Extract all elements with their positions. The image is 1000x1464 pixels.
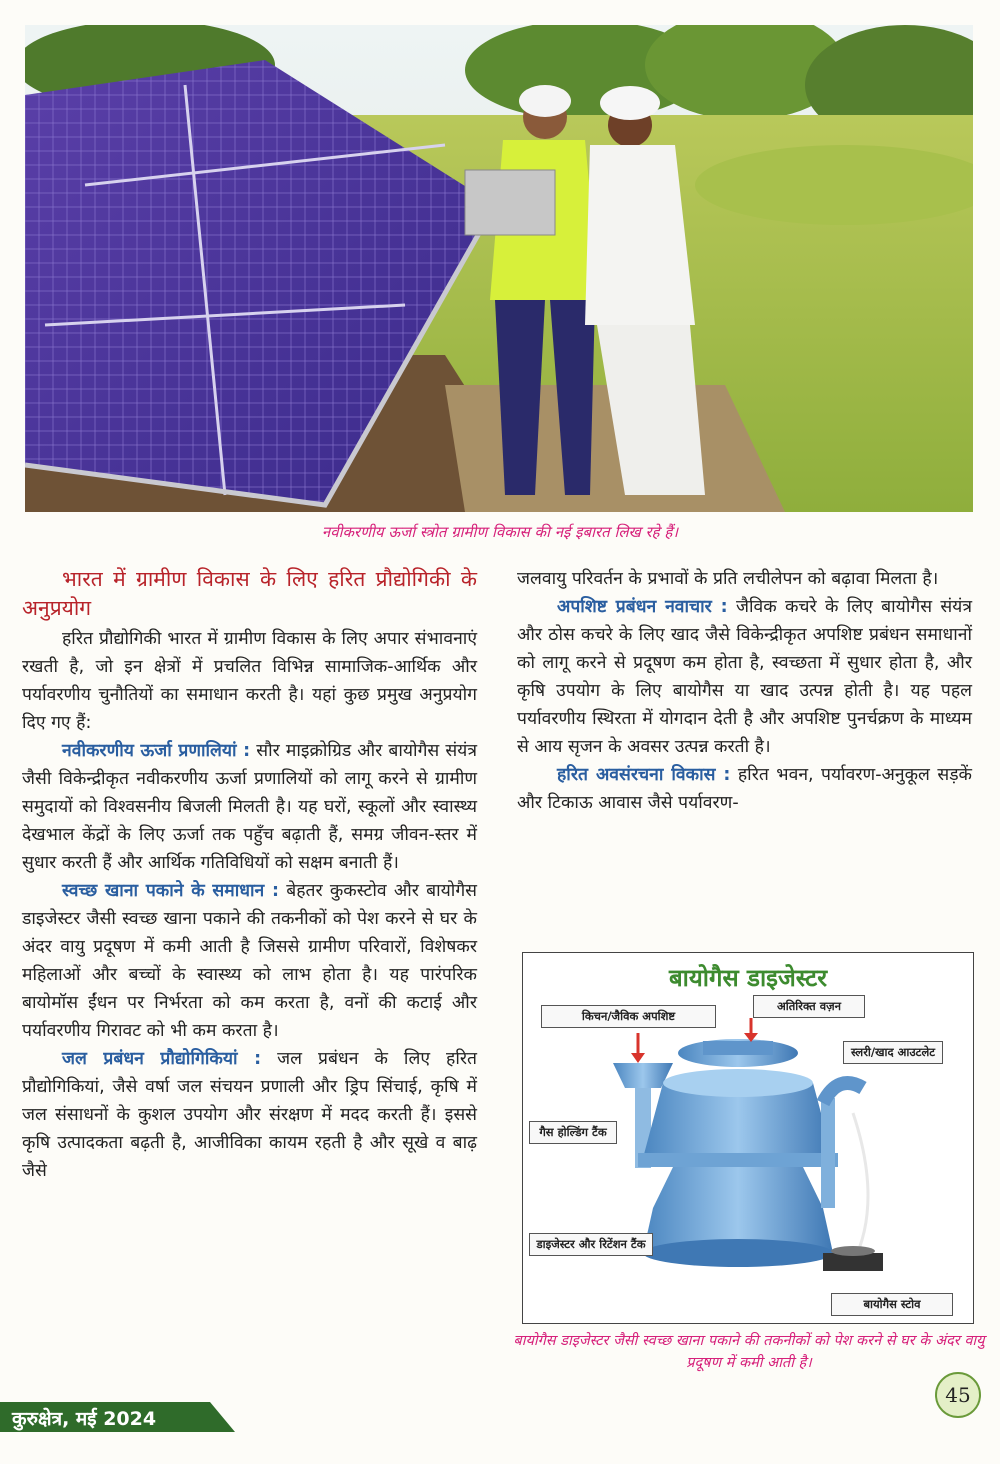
label-kitchen-waste: किचन/जैविक अपशिष्ट bbox=[541, 1005, 716, 1028]
section-body: जैविक कचरे के लिए बायोगैस संयंत्र और ठोस कचरे के लिए खाद जैसे विकेन्द्रीकृत अपशिष्ट प्रबंधन समाधानों को लागू करने से प्रदूषण कम होता है, स्वच्छता में सुधार होता है, और कृषि उपयोग के लिए बायोगैस या खाद उत्पन्न होती है। यह पहल पर्यावरणीय स्थिरता में योगदान देती है और अपशिष्ट पुनर्चक्रण के माध्यम से आय सृजन के अवसर उत्पन्न करती है। bbox=[517, 597, 972, 757]
section-renewable bbox=[22, 737, 477, 877]
label-slurry-outlet: स्लरी/खाद आउटलेट bbox=[843, 1041, 943, 1064]
label-extra-weight: अतिरिक्त वज़न bbox=[753, 995, 865, 1018]
section-waste bbox=[517, 593, 972, 761]
page-number: 45 bbox=[935, 1372, 981, 1418]
section-heading: जल प्रबंधन प्रौद्योगिकियां : bbox=[62, 1049, 262, 1069]
diagram-caption: बायोगैस डाइजेस्टर जैसी स्वच्छ खाना पकाने की तकनीकों को पेश करने से घर के अंदर वायु प्रदूषण में कमी आती है। bbox=[513, 1333, 985, 1371]
section-heading: स्वच्छ खाना पकाने के समाधान : bbox=[62, 881, 279, 901]
photo-caption: नवीकरणीय ऊर्जा स्त्रोत ग्रामीण विकास की नई इबारत लिख रहे हैं। bbox=[321, 523, 679, 541]
label-biogas-stove: बायोगैस स्टोव bbox=[831, 1293, 953, 1316]
label-gas-holding-tank: गैस होल्डिंग टैंक bbox=[529, 1121, 617, 1144]
section-body: हरित भवन, पर्यावरण-अनुकूल सड़कें और टिकाऊ आवास जैसे पर्यावरण- bbox=[517, 765, 972, 813]
solar-farm-photo bbox=[25, 25, 973, 512]
magazine-name: कुरुक्षेत्र, मई 2024 bbox=[12, 1408, 157, 1430]
intro-paragraph: हरित प्रौद्योगिकी भारत में ग्रामीण विकास के लिए अपार संभावनाएं रखती है, जो इन क्षेत्रों में प्रचलित विभिन्न सामाजिक-आर्थिक और पर्यावरणीय चुनौतियों का समाधान करती है। यहां कुछ प्रमुख अनुप्रयोग दिए गए हैं: bbox=[22, 629, 477, 733]
section-water bbox=[22, 1045, 477, 1185]
section-clean-cooking bbox=[22, 877, 477, 1045]
section-infrastructure bbox=[517, 761, 972, 817]
section-body: जल प्रबंधन के लिए हरित प्रौद्योगिकियां, जैसे वर्षा जल संचयन प्रणाली और ड्रिप सिंचाई, कृषि में जल संसाधनों के कुशल उपयोग और संरक्षण में मदद करती हैं। इससे कृषि उत्पादकता बढ़ती है, आजीविका कायम रहती है और सूखे व बाढ़ जैसे bbox=[22, 1049, 477, 1181]
continuation-paragraph: जलवायु परिवर्तन के प्रभावों के प्रति लचीलेपन को बढ़ावा मिलता है। bbox=[517, 569, 939, 589]
left-column bbox=[22, 565, 477, 1185]
biogas-digester-diagram bbox=[522, 952, 974, 1324]
section-heading: नवीकरणीय ऊर्जा प्रणालियां : bbox=[62, 741, 251, 761]
section-body: बेहतर कुकस्टोव और बायोगैस डाइजेस्टर जैसी स्वच्छ खाना पकाने की तकनीकों को पेश करने से घर के अंदर वायु प्रदूषण में कमी आती है जिससे ग्रामीण परिवारों, विशेषकर महिलाओं और बच्चों के स्वास्थ्य को लाभ होता है। यह पारंपरिक बायोमॉस ईंधन पर निर्भरता को कम करता है, वनों की कटाई और पर्यावरणीय गिरावट को भी कम करता है। bbox=[22, 881, 477, 1041]
section-body: सौर माइक्रोग्रिड और बायोगैस संयंत्र जैसी विकेन्द्रीकृत नवीकरणीय ऊर्जा प्रणालियों को लागू करने से ग्रामीण समुदायों को विश्वसनीय बिजली मिलती है। यह घरों, स्कूलों और स्वास्थ्य देखभाल केंद्रों के लिए ऊर्जा तक पहुँच बढ़ाती हैं, समग्र जीवन-स्तर में सुधार करती हैं और आर्थिक गतिविधियों को सक्षम बनाती हैं। bbox=[22, 741, 477, 873]
section-heading: अपशिष्ट प्रबंधन नवाचार : bbox=[557, 597, 728, 617]
diagram-title: बायोगैस डाइजेस्टर bbox=[668, 964, 828, 992]
right-column bbox=[517, 565, 972, 817]
section-heading: हरित अवसंरचना विकास : bbox=[557, 765, 731, 785]
label-digester-tank: डाइजेस्टर और रिटेंशन टैंक bbox=[529, 1233, 653, 1256]
article-title: भारत में ग्रामीण विकास के लिए हरित प्रौद्योगिकी के अनुप्रयोग bbox=[22, 567, 477, 620]
